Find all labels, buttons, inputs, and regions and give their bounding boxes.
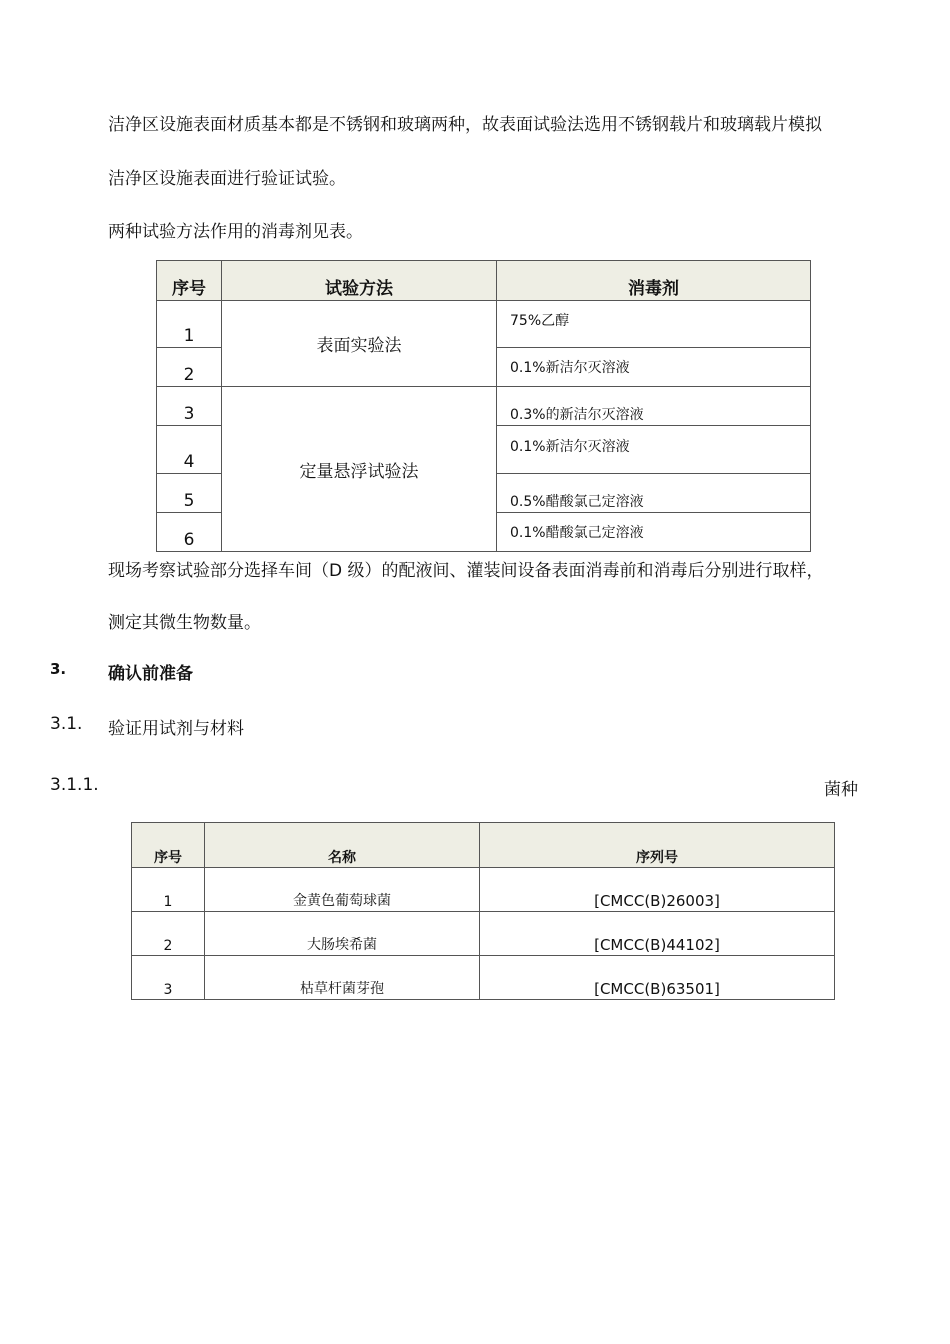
row-number: 6 — [157, 513, 222, 552]
intro-line-1: 洁净区设施表面材质基本都是不锈钢和玻璃两种，故表面试验法选用不锈钢载片和玻璃载片模拟 — [108, 115, 822, 135]
method-cell: 定量悬浮试验法 — [222, 387, 497, 552]
table-row — [132, 868, 835, 912]
section-3-1-1-number: 3.1.1. — [50, 775, 99, 795]
row-number: 2 — [132, 912, 205, 956]
strain-table — [131, 822, 835, 1000]
row-number: 5 — [157, 474, 222, 513]
table-row — [157, 387, 811, 426]
field-line-2: 测定其微生物数量。 — [108, 613, 261, 633]
section-3-1-1-title: 菌种 — [824, 780, 858, 800]
section-3-title: 确认前准备 — [108, 664, 193, 684]
strain-code: [CMCC(B)44102] — [480, 912, 835, 956]
disinfectant-cell: 0.3%的新洁尔灭溶液 — [497, 387, 811, 426]
disinfectant-cell: 75%乙醇 — [497, 301, 811, 348]
section-3-number: 3. — [50, 660, 67, 678]
row-number: 4 — [157, 426, 222, 474]
table-header-row — [157, 261, 811, 301]
strain-code: [CMCC(B)63501] — [480, 956, 835, 1000]
row-number: 3 — [132, 956, 205, 1000]
table-header-row — [132, 823, 835, 868]
section-3-1-title: 验证用试剂与材料 — [108, 719, 244, 739]
header-method: 试验方法 — [222, 261, 497, 301]
disinfectant-cell: 0.5%醋酸氯己定溶液 — [497, 474, 811, 513]
table-row — [132, 912, 835, 956]
header-disinfectant: 消毒剂 — [497, 261, 811, 301]
header-code: 序列号 — [480, 823, 835, 868]
header-name: 名称 — [205, 823, 480, 868]
intro-line-3: 两种试验方法作用的消毒剂见表。 — [108, 222, 363, 242]
row-number: 3 — [157, 387, 222, 426]
disinfectant-cell: 0.1%新洁尔灭溶液 — [497, 426, 811, 474]
strain-name: 金黄色葡萄球菌 — [205, 868, 480, 912]
row-number: 1 — [157, 301, 222, 348]
section-3-1-number: 3.1. — [50, 714, 83, 734]
method-cell: 表面实验法 — [222, 301, 497, 387]
header-seq: 序号 — [132, 823, 205, 868]
disinfectant-cell: 0.1%新洁尔灭溶液 — [497, 348, 811, 387]
strain-name: 大肠埃希菌 — [205, 912, 480, 956]
disinfectant-cell: 0.1%醋酸氯己定溶液 — [497, 513, 811, 552]
field-line-1: 现场考察试验部分选择车间（D 级）的配液间、灌装间设备表面消毒前和消毒后分别进行取样， — [108, 561, 824, 581]
table-row — [157, 301, 811, 348]
disinfectant-table — [156, 260, 811, 552]
header-seq: 序号 — [157, 261, 222, 301]
row-number: 1 — [132, 868, 205, 912]
row-number: 2 — [157, 348, 222, 387]
intro-line-2: 洁净区设施表面进行验证试验。 — [108, 169, 346, 189]
strain-name: 枯草杆菌芽孢 — [205, 956, 480, 1000]
table-row — [132, 956, 835, 1000]
strain-code: [CMCC(B)26003] — [480, 868, 835, 912]
